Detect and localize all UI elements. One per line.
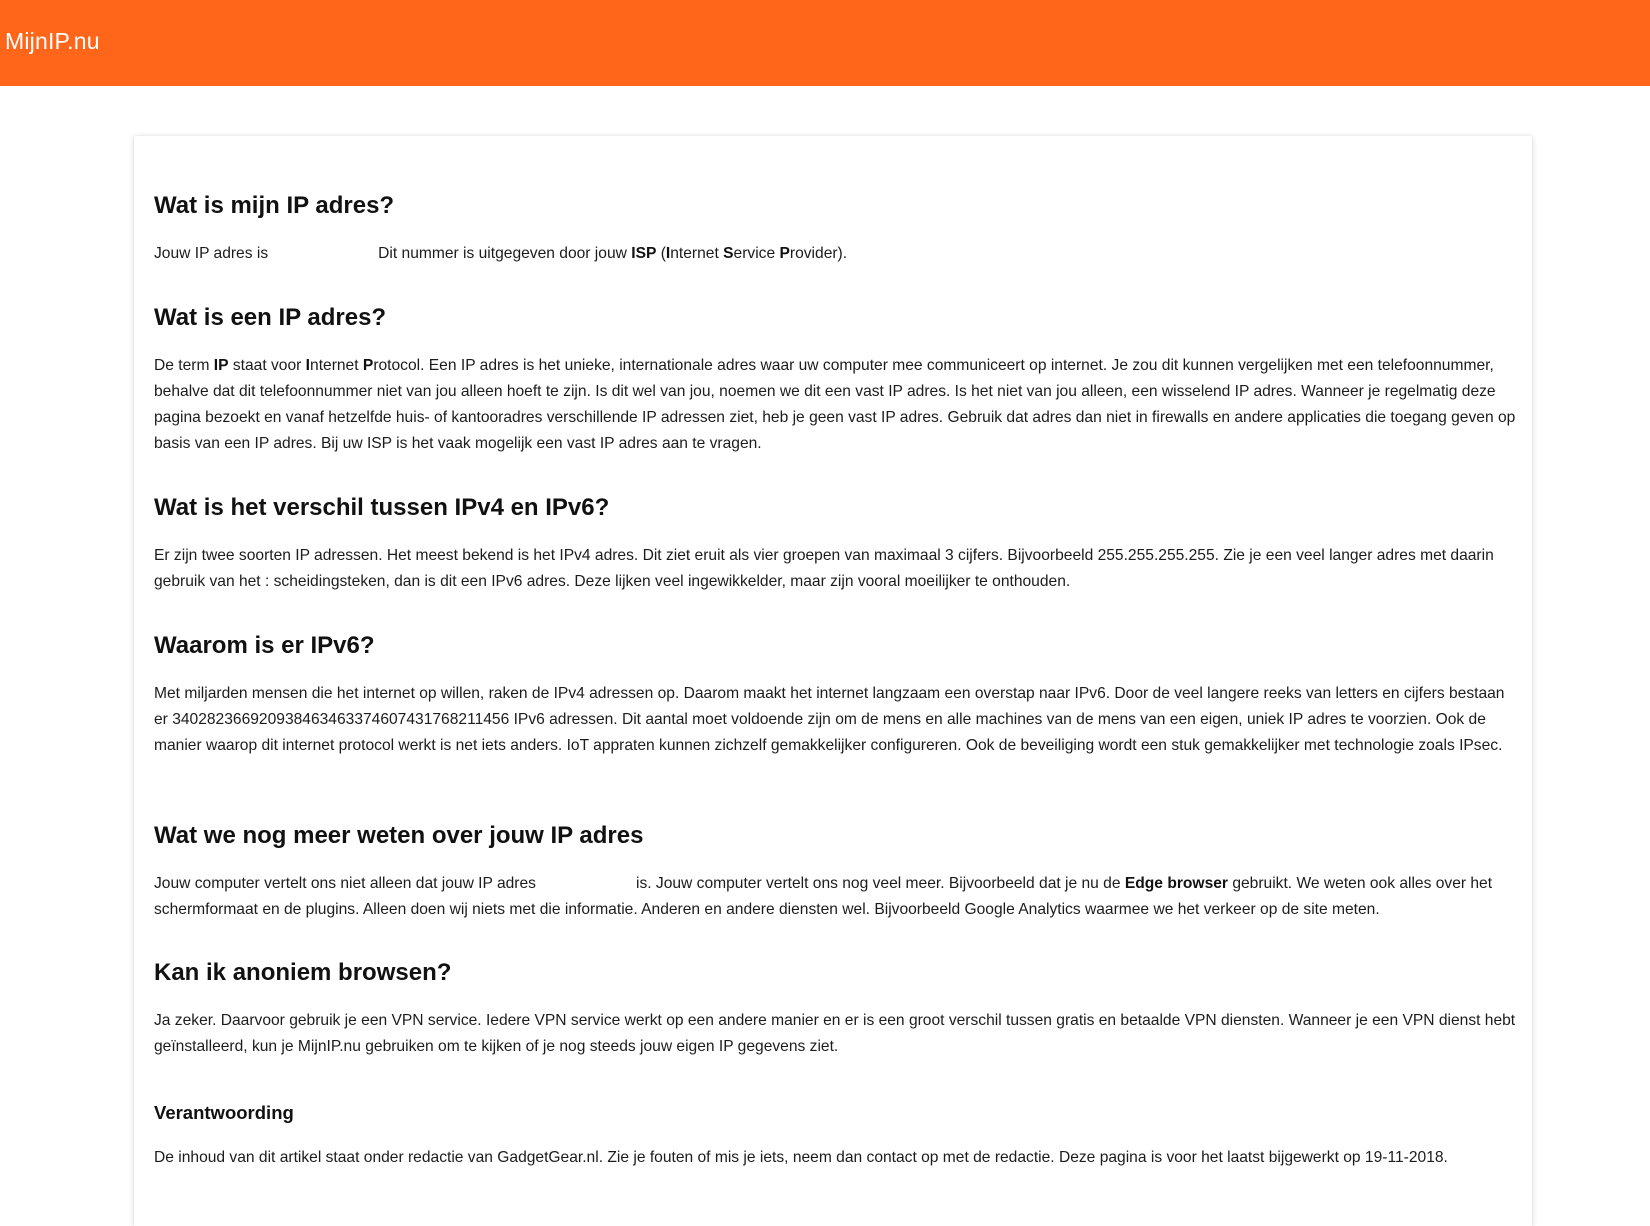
- bold-letter: S: [723, 245, 734, 262]
- text-segment: Jouw IP adres is: [154, 245, 269, 262]
- text-segment: staat voor: [228, 357, 306, 374]
- paragraph-anonymous-browsing: Ja zeker. Daarvoor gebruik je een VPN service. Iedere VPN service werkt op een andere manier en er is een groot verschil tussen gratis en betaalde VPN diensten. Wanneer je een VPN dienst hebt geïnstalleerd, kun je MijnIP.nu gebruiken om te kijken of je nog steeds jouw eigen IP gegevens ziet.: [154, 1012, 1516, 1055]
- browser-name: Edge browser: [1124, 875, 1228, 892]
- text-segment: rotocol. Een IP adres is het unieke, internationale adres waar uw computer mee communiceert op internet. Je zou dit kunnen vergelijken met een telefoonnummer, behalve dat dit telefoonnummer niet van jou alleen hoeft te zijn. Is dit wel van jou, noemen we dit een vast IP adres. Is het niet van jou alleen, een wisselend IP adres. Wanneer je regelmatig deze pagina bezoekt en vanaf hetzelfde huis- of kantooradres verschillende IP adressen ziet, heb je geen vast IP adres. Gebruik dat adres dan niet in firewalls en andere applicaties die toegang geven op basis van een IP adres. Bij uw ISP is het vaak mogelijk een vast IP adres aan te vragen.: [154, 357, 1516, 452]
- paragraph-ipv4-vs-ipv6: Er zijn twee soorten IP adressen. Het meest bekend is het IPv4 adres. Dit ziet eruit als vier groepen van maximaal 3 cijfers. Bijvoorbeeld 255.255.255.255. Zie je een veel langer adres met daarin gebruik van het : scheidingsteken, dan is dit een IPv6 adres. Deze lijken veel ingewikkelder, maar zijn vooral moeilijker te onthouden.: [154, 547, 1494, 590]
- text-segment: (: [656, 245, 666, 262]
- heading-why-ipv6: Waarom is er IPv6?: [154, 632, 375, 659]
- bold-letter: I: [305, 357, 311, 374]
- text-segment: Jouw computer vertelt ons niet alleen dat jouw IP adres: [154, 875, 536, 892]
- text-segment: nternet: [310, 357, 363, 374]
- text-segment: De term: [154, 357, 214, 374]
- text-segment: nternet: [670, 245, 724, 262]
- top-navbar: [0, 0, 1650, 86]
- text-segment: Dit nummer is uitgegeven door jouw: [378, 245, 627, 262]
- bold-letter: P: [362, 357, 374, 374]
- paragraph-why-ipv6: Met miljarden mensen die het internet op willen, raken de IPv4 adressen op. Daarom maakt het internet langzaam een overstap naar IPv6. Door de veel langere reeks van letters en cijfers bestaan er 340282366920938463463374607431768211456 IPv6 adressen. Dit aantal moet voldoende zijn om de mens en alle machines van de mens van een eigen, uniek IP adres te voorzien. Ook de manier waarop dit internet protocol werkt is net iets anders. IoT appraten kunnen zichzelf gemakkelijker configureren. Ook de beveiliging wordt een stuk gemakkelijker met technologie zoals IPsec.: [154, 685, 1505, 754]
- bold-letter: P: [779, 245, 790, 262]
- heading-ipv4-vs-ipv6: Wat is het verschil tussen IPv4 en IPv6?: [154, 494, 610, 521]
- heading-what-is-an-ip: Wat is een IP adres?: [154, 304, 387, 331]
- heading-what-is-my-ip: Wat is mijn IP adres?: [154, 192, 395, 219]
- text-segment: is. Jouw computer vertelt ons nog veel meer. Bijvoorbeeld dat je nu de: [635, 875, 1125, 892]
- brand-logo-link[interactable]: MijnIP.nu: [5, 28, 100, 54]
- heading-anonymous-browsing: Kan ik anoniem browsen?: [154, 959, 452, 986]
- isp-abbreviation: ISP: [631, 245, 657, 262]
- paragraph-my-ip: [154, 241, 1519, 267]
- heading-accountability: Verantwoording: [154, 1102, 294, 1123]
- article-card: [134, 136, 1532, 1226]
- text-segment: rovider).: [789, 245, 848, 262]
- paragraph-what-is-an-ip: [154, 353, 1519, 457]
- ip-abbreviation: IP: [213, 357, 229, 374]
- paragraph-what-we-know: [154, 871, 1519, 923]
- heading-what-we-know: Wat we nog meer weten over jouw IP adres: [154, 822, 644, 849]
- bold-letter: I: [665, 245, 671, 262]
- paragraph-accountability: De inhoud van dit artikel staat onder redactie van GadgetGear.nl. Zie je fouten of mis je iets, neem dan contact op met de redactie. Deze pagina is voor het laatst bijgewerkt op 19-11-2018.: [154, 1149, 1448, 1166]
- text-segment: gebruikt. We weten ook alles over het schermformaat en de plugins. Alleen doen wij niets met die informatie. Anderen en andere diensten wel. Bijvoorbeeld Google Analytics waarmee we het verkeer op de site meten.: [154, 875, 1493, 918]
- text-segment: ervice: [733, 245, 780, 262]
